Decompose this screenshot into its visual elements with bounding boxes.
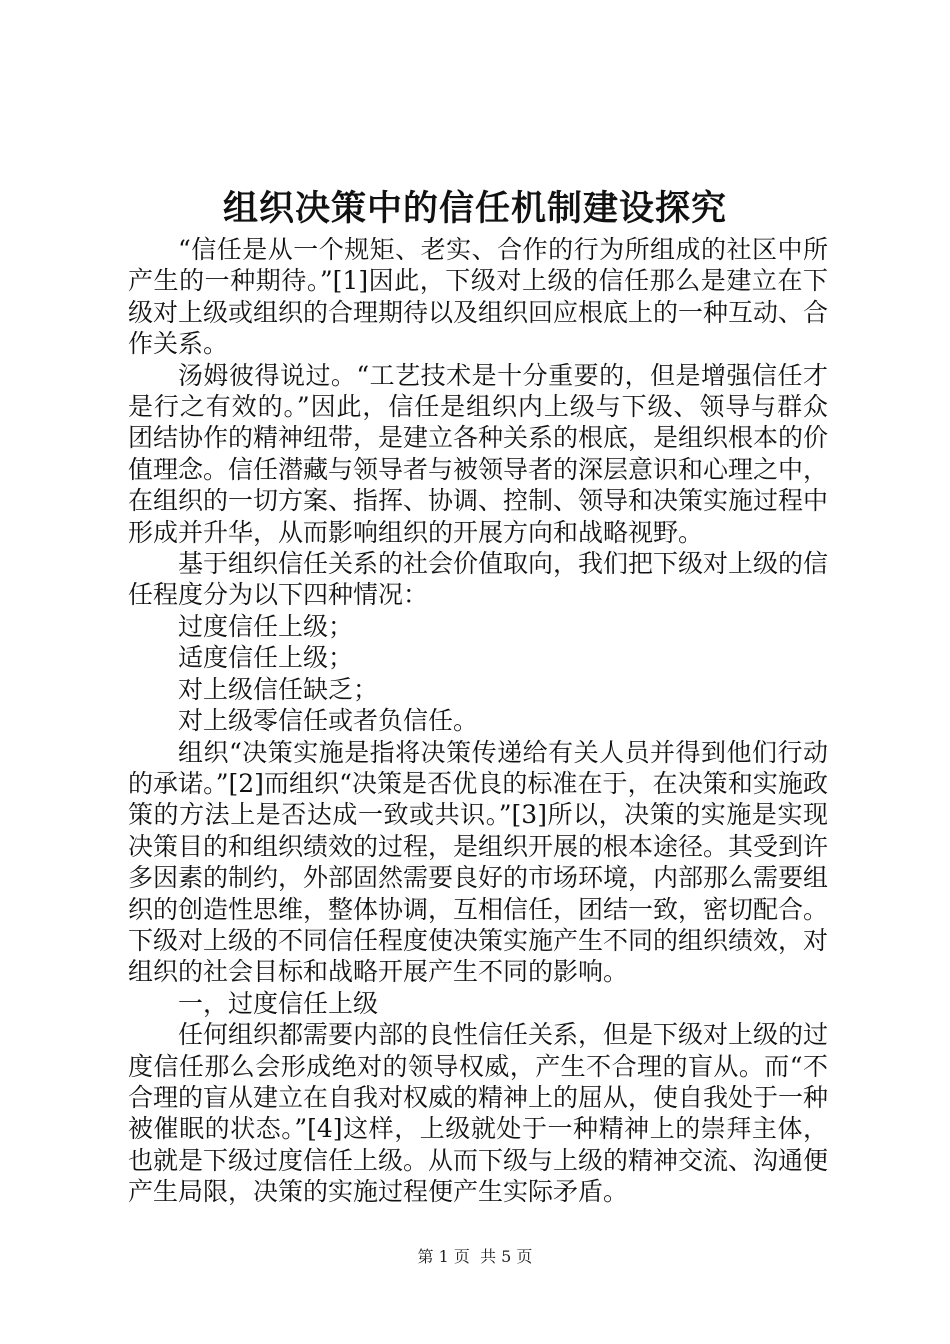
list-item-1: 过度信任上级； xyxy=(178,611,354,641)
page-number: 第 1 页 共 5 页 xyxy=(417,1247,533,1266)
paragraph-2: 汤姆彼得说过。“工艺技术是十分重要的，但是增强信任才是行之有效的。”因此，信任是组织内上级与下级、领导与群众团结协作的精神纽带，是建立各种关系的根底，是组织根本的价值理念。信任潜藏与领导者与被领导者的深层意识和心理之中，在组织的一切方案、指挥、协调、控制、领导和决策实施过程中形成并升华，从而影响组织的开展方向和战略视野。 xyxy=(128,360,829,547)
list-item-3: 对上级信任缺乏； xyxy=(178,674,379,704)
list-item-4: 对上级零信任或者负信任。 xyxy=(178,706,479,736)
paragraph-5: 任何组织都需要内部的良性信任关系，但是下级对上级的过度信任那么会形成绝对的领导权威，产生不合理的盲从。而“不合理的盲从建立在自我对权威的精神上的屈从，使自我处于一种被催眠的状态。”[4]这样，上级就处于一种精神上的崇拜主体，也就是下级过度信任上级。从而下级与上级的精神交流、沟通便产生局限，决策的实施过程便产生实际矛盾。 xyxy=(128,1020,829,1207)
paragraph-4: 组织“决策实施是指将决策传递给有关人员并得到他们行动的承诺。”[2]而组织“决策是否优良的标准在于，在决策和实施政策的方法上是否达成一致或共识。”[3]所以，决策的实施是实现决策目的和组织绩效的过程，是组织开展的根本途径。其受到许多因素的制约，外部固然需要良好的市场环境，内部那么需要组织的创造性思维，整体协调，互相信任，团结一致，密切配合。下级对上级的不同信任程度使决策实施产生不同的组织绩效，对组织的社会目标和战略开展产生不同的影响。 xyxy=(128,737,829,987)
list-item-2: 适度信任上级； xyxy=(178,643,354,673)
paragraph-1: “信任是从一个规矩、老实、合作的行为所组成的社区中所产生的一种期待。”[1]因此，下级对上级的信任那么是建立在下级对上级或组织的合理期待以及组织回应根底上的一种互动、合作关系。 xyxy=(128,235,829,359)
section-heading-1: 一，过度信任上级 xyxy=(178,988,379,1018)
body-text xyxy=(128,234,828,1208)
page-footer xyxy=(0,1246,950,1268)
page-title: 组织决策中的信任机制建设探究 xyxy=(222,188,727,229)
paragraph-3: 基于组织信任关系的社会价值取向，我们把下级对上级的信任程度分为以下四种情况： xyxy=(128,549,829,610)
